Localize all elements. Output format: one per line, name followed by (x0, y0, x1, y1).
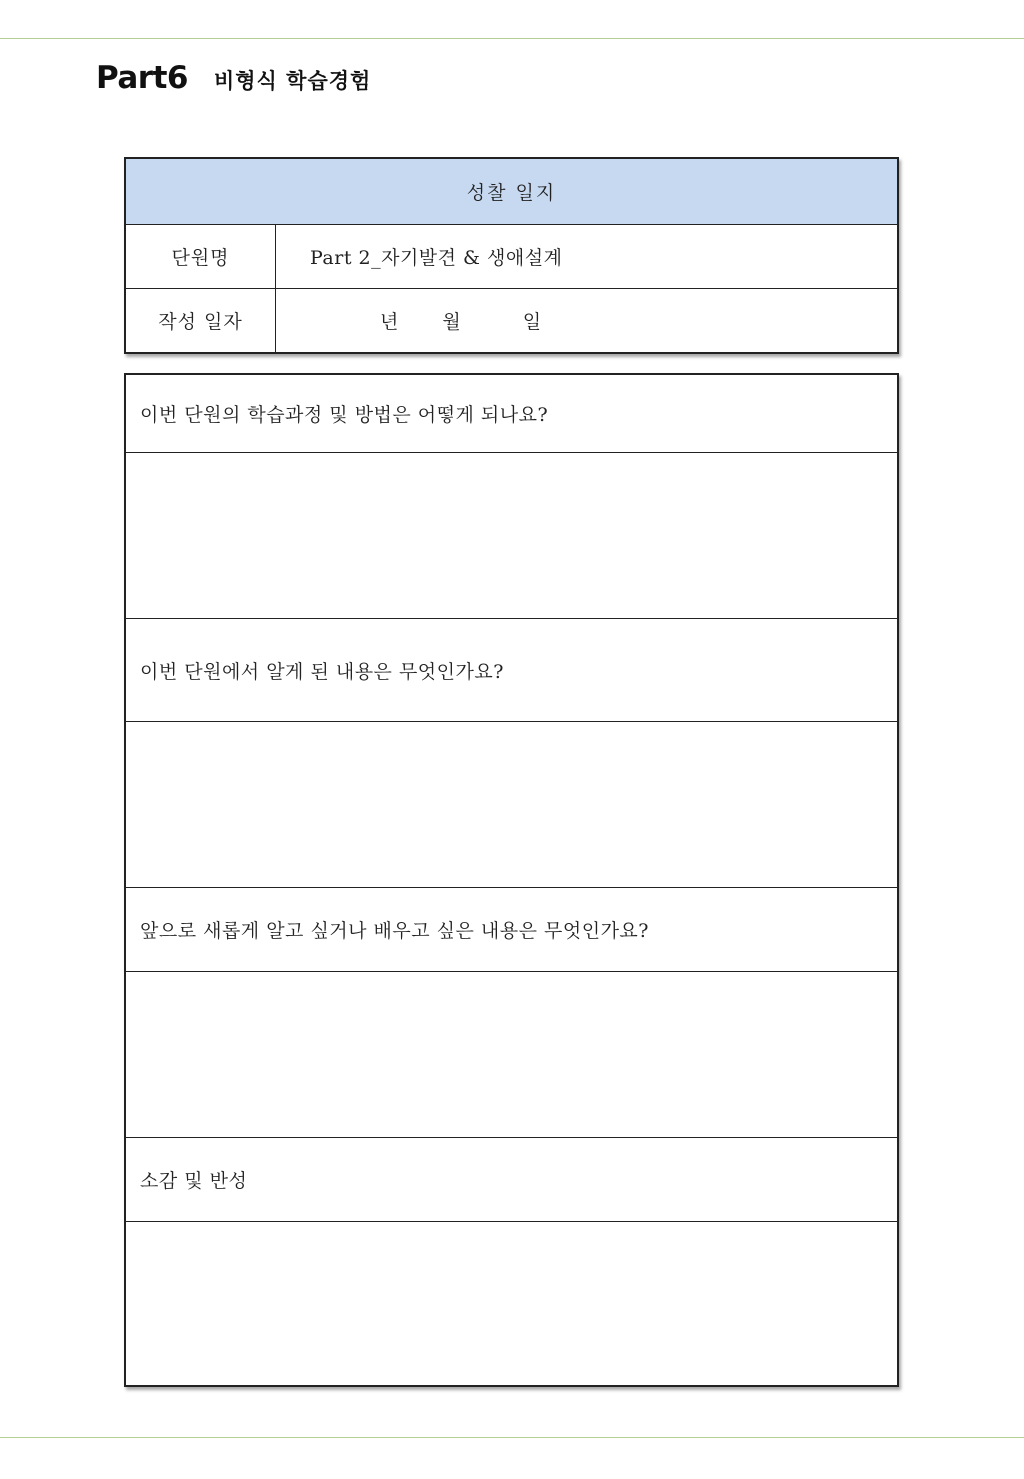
part-subtitle: 비형식 학습경험 (213, 69, 372, 93)
journal-title: 성찰 일지 (466, 182, 557, 204)
answer-area-reflection[interactable] (126, 1221, 897, 1385)
answer-area-learned[interactable] (126, 721, 897, 887)
question-row-reflection (126, 1137, 897, 1221)
date-day-unit: 일 (522, 311, 542, 333)
date-value-field[interactable] (276, 289, 897, 352)
footer-rule (0, 1437, 1024, 1438)
header-rule (0, 38, 1024, 39)
info-table-title-row (126, 159, 897, 224)
unit-label: 단원명 (126, 225, 276, 288)
date-label: 작성 일자 (126, 289, 276, 352)
answer-area-future[interactable] (126, 971, 897, 1137)
answer-area-process[interactable] (126, 452, 897, 618)
question-row-learned (126, 618, 897, 721)
question-reflection: 소감 및 반성 (140, 1170, 248, 1192)
question-process: 이번 단원의 학습과정 및 방법은 어떻게 되나요? (140, 404, 549, 426)
date-year-unit: 년 (380, 311, 399, 333)
date-month-unit: 월 (442, 311, 461, 333)
part-label: Part6 (96, 60, 188, 96)
journal-table (124, 373, 899, 1387)
page-header (96, 60, 371, 96)
date-row (126, 288, 897, 352)
info-table (124, 157, 899, 354)
question-future: 앞으로 새롭게 알고 싶거나 배우고 싶은 내용은 무엇인가요? (140, 920, 649, 942)
unit-row (126, 224, 897, 288)
question-learned: 이번 단원에서 알게 된 내용은 무엇인가요? (140, 660, 504, 683)
question-row-future (126, 887, 897, 971)
unit-value[interactable]: Part 2_자기발견 & 생애설계 (310, 247, 563, 269)
question-row-process (126, 375, 897, 452)
